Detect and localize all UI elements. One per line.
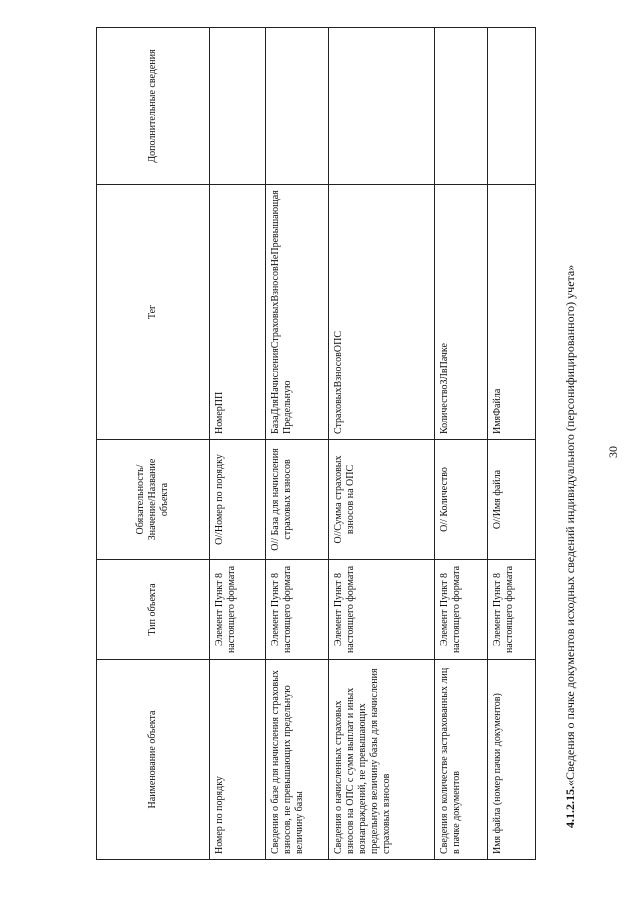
header-name: Наименование объекта (97, 660, 210, 860)
cell-type: Элемент Пункт 8 настоящего формата (210, 560, 266, 660)
cell-tag: БазаДляНачисленияСтраховыхВзносовНеПревышающаяПредельную (266, 185, 329, 440)
header-tag: Тег (97, 185, 210, 440)
cell-type: Элемент Пункт 8 настоящего формата (329, 560, 435, 660)
cell-mandatory: О//Имя файла (488, 440, 536, 560)
cell-type: Элемент Пункт 8 настоящего формата (266, 560, 329, 660)
cell-name: Сведения о количестве застрахованных лиц в пачке документов (435, 660, 488, 860)
cell-mandatory: О// База для начисления страховых взносов (266, 440, 329, 560)
cell-mandatory: О// Количество (435, 440, 488, 560)
section-title-text: «Сведения о пачке документов исходных сведений индивидуального (персонифицированного) учета» (563, 264, 577, 786)
section-number: 4.1.2.15. (563, 786, 577, 828)
cell-name: Сведения о начисленных страховых взносов на ОПС с сумм выплат и иных вознаграждений, не превышающих предельную величину базы для начисления страховых взносов (329, 660, 435, 860)
cell-mandatory: О//Номер по порядку (210, 440, 266, 560)
table-row (435, 28, 488, 860)
cell-extra (435, 28, 488, 185)
page-number: 30 (606, 446, 620, 458)
cell-name: Номер по порядку (210, 660, 266, 860)
table-row (210, 28, 266, 860)
table-row (488, 28, 536, 860)
cell-tag: СтраховыхВзносовОПС (329, 185, 435, 440)
table-row (329, 28, 435, 860)
header-extra: Дополнительные сведения (97, 28, 210, 185)
cell-mandatory: О//Сумма страховых взносов на ОПС (329, 440, 435, 560)
table-header-row (97, 28, 210, 860)
cell-extra (210, 28, 266, 185)
cell-tag: КоличествоЗЛвПачке (435, 185, 488, 440)
cell-tag: ИмяФайла (488, 185, 536, 440)
table-row (266, 28, 329, 860)
data-table (96, 27, 536, 860)
header-type: Тип объекта (97, 560, 210, 660)
cell-extra (488, 28, 536, 185)
cell-type: Элемент Пункт 8 настоящего формата (435, 560, 488, 660)
cell-extra (329, 28, 435, 185)
header-mandatory: Обязательность/Значение/Название объекта (97, 440, 210, 560)
cell-name: Имя файла (номер пачки документов) (488, 660, 536, 860)
section-title (563, 68, 578, 828)
cell-type: Элемент Пункт 8 настоящего формата (488, 560, 536, 660)
cell-tag: НомерПП (210, 185, 266, 440)
cell-extra (266, 28, 329, 185)
cell-name: Сведения о базе для начисления страховых взносов, не превышающих предельную величину базы (266, 660, 329, 860)
